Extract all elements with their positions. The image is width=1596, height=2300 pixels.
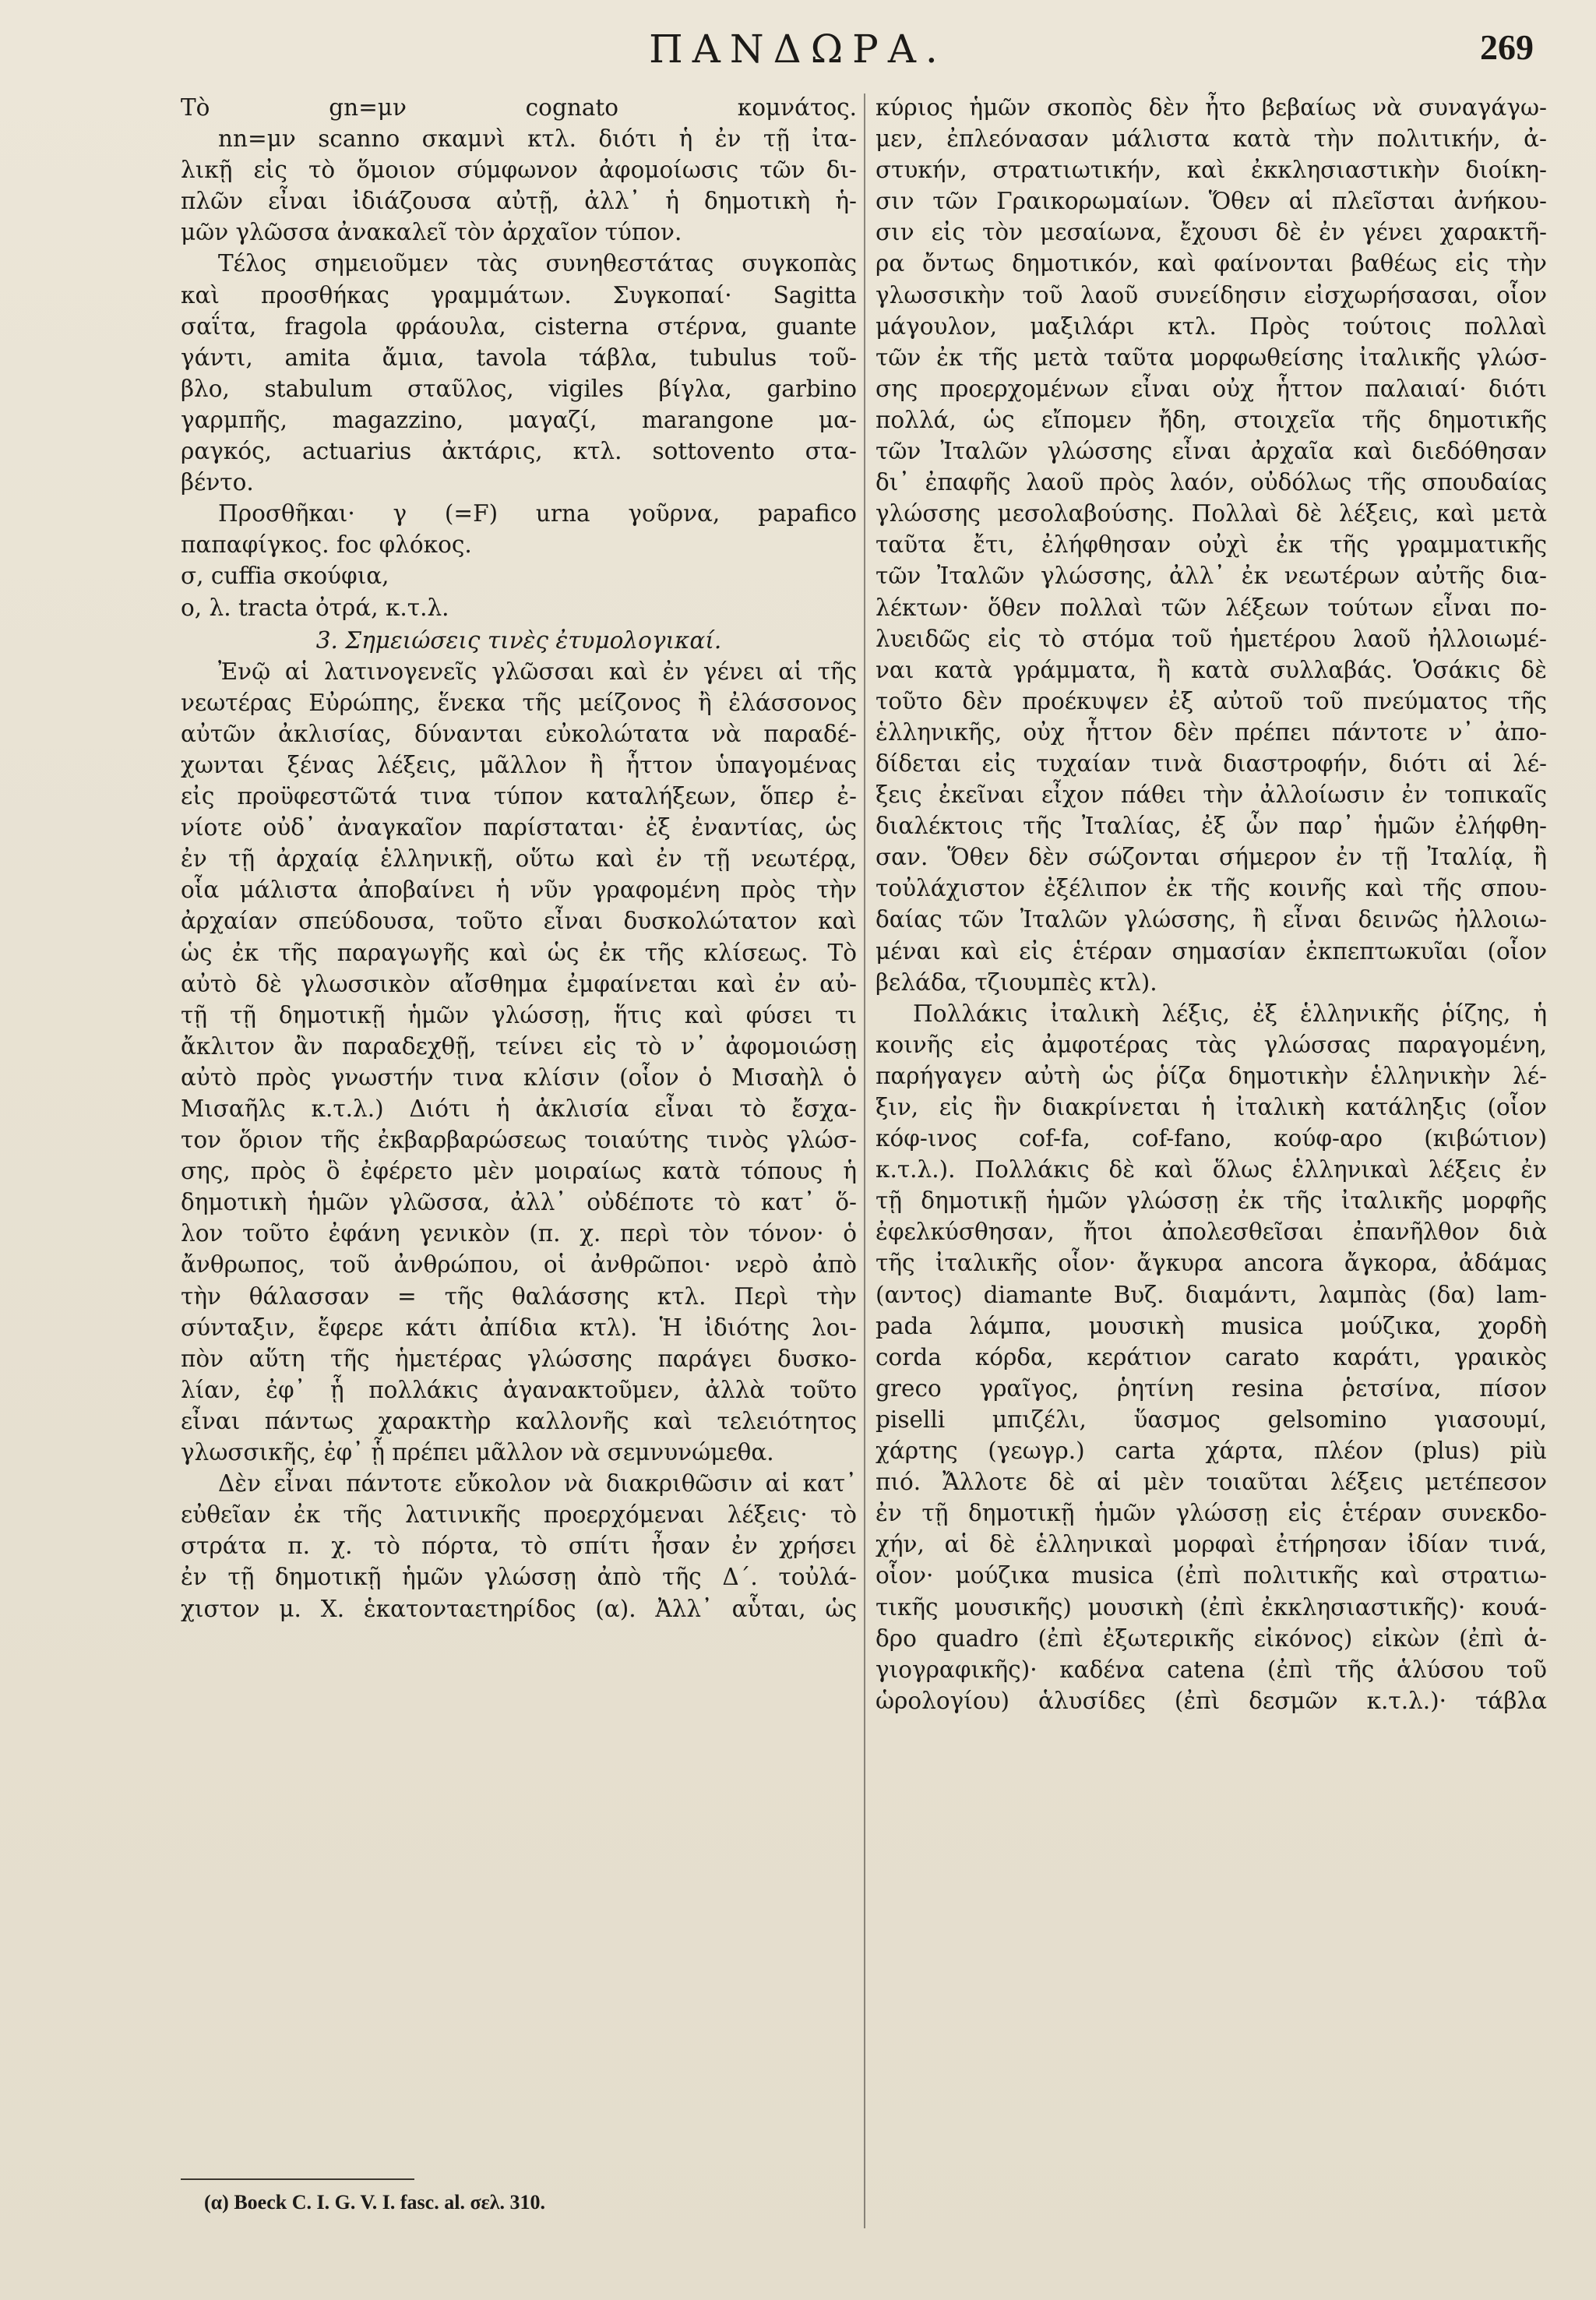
text-line: χήν, αἱ δὲ ἑλληνικαὶ μορφαὶ ἐτήρησαν ἰδίαν τινά, xyxy=(876,1531,1547,1558)
left-text-column xyxy=(181,92,857,1624)
text-line: πολλά, ὡς εἴπομεν ἤδη, στοιχεῖα τῆς δημοτικῆς xyxy=(876,406,1547,433)
text-line: λον τοῦτο ἐφάνη γενικὸν (π. χ. περὶ τὸν τόνον· ὁ xyxy=(181,1220,857,1247)
text-line: κ.τ.λ.). Πολλάκις δὲ καὶ ὅλως ἑλληνικαὶ λέξεις ἐν xyxy=(876,1156,1547,1184)
text-line: σιν εἰς τὸν μεσαίωνα, ἔχουσι δὲ ἐν γένει χαρακτῆ- xyxy=(876,219,1547,246)
text-line: βλο, stabulum σταῦλος, vigiles βίγλα, garbino xyxy=(181,375,857,402)
page-number: 269 xyxy=(1480,27,1534,67)
text-line: τῆς ἰταλικῆς οἷον· ἄγκυρα ancora ἄγκορα, ἀδάμας xyxy=(876,1250,1547,1277)
text-line: χάρτης (γεωγρ.) carta χάρτα, πλέον (plus) più xyxy=(876,1438,1547,1465)
text-line: δι᾿ ἐπαφῆς λαοῦ πρὸς λαόν, οὐδόλως τῆς σπουδαίας xyxy=(876,469,1547,496)
text-line: Δὲν εἶναι πάντοτε εὔκολον νὰ διακριθῶσιν αἱ κατ᾿ xyxy=(218,1470,857,1497)
text-line: κύριος ἡμῶν σκοπὸς δὲν ἦτο βεβαίως νὰ συναγάγω- xyxy=(876,94,1547,121)
text-line: τῶν ἐκ τῆς μετὰ ταῦτα μορφωθείσης ἰταλικῆς γλώσ- xyxy=(876,344,1547,371)
text-line: ἐν τῇ ἀρχαίᾳ ἑλληνικῇ, οὕτω καὶ ἐν τῇ νεωτέρᾳ, xyxy=(181,845,857,873)
text-line: ταῦτα ἔτι, ἐλήφθησαν οὐχὶ ἐκ τῆς γραμματικῆς xyxy=(876,531,1547,559)
text-line: τικῆς μουσικῆς) μουσικὴ (ἐπὶ ἐκκλησιαστικῆς)· κουά- xyxy=(876,1593,1547,1621)
text-line: τῶν Ἰταλῶν γλώσσης εἶναι ἀρχαῖα καὶ διεδόθησαν xyxy=(876,438,1547,465)
text-line: ἄνθρωπος, τοῦ ἀνθρώπου, οἱ ἀνθρῶποι· νερὸ ἀπὸ xyxy=(181,1251,857,1279)
text-line: Πολλάκις ἰταλικὴ λέξις, ἐξ ἑλληνικῆς ῥίζης, ἡ xyxy=(913,1000,1547,1027)
text-line: στυκήν, στρατιωτικήν, καὶ ἐκκλησιαστικὴν διοίκη- xyxy=(876,157,1547,184)
text-line: ἐν τῇ δημοτικῇ ἡμῶν γλώσσῃ εἰς ἑτέραν συνεκδο- xyxy=(876,1500,1547,1527)
text-line: εἶναι πάντως χαρακτὴρ καλλονῆς καὶ τελειότητος xyxy=(181,1407,857,1434)
section-heading: 3. Σημειώσεις τινὲς ἐτυμολογικαί. xyxy=(315,626,722,654)
text-line: λέκτων· ὅθεν πολλαὶ τῶν λέξεων τούτων εἶναι πο- xyxy=(876,594,1547,621)
text-line: ξεις ἐκεῖναι εἶχον πάθει τὴν ἀλλοίωσιν ἐν τοπικαῖς xyxy=(876,781,1547,809)
text-line: παπαφίγκος. foc φλόκος. xyxy=(181,531,472,559)
text-line: σαΐτα, fragola φράουλα, cisterna στέρνα, guante xyxy=(181,312,857,340)
text-line: πὸν αὕτη τῆς ἡμετέρας γλώσσης παράγει δυσκο- xyxy=(181,1345,857,1372)
text-line: τον ὅριον τῆς ἐκβαρβαρώσεως τοιαύτης τινὸς γλώσ- xyxy=(181,1127,857,1154)
text-line: σης, πρὸς ὃ ἐφέρετο μὲν μοιραίως κατὰ τόπους ἡ xyxy=(181,1158,857,1185)
text-line: λυειδῶς εἰς τὸ στόμα τοῦ ἡμετέρου λαοῦ ἠλλοιωμέ- xyxy=(876,625,1547,652)
page-header xyxy=(0,22,1596,84)
text-line: τοῦτο δὲν προέκυψεν ἐξ αὐτοῦ τοῦ πνεύματος τῆς xyxy=(876,687,1547,714)
text-line: δημοτικὴ ἡμῶν γλῶσσα, ἀλλ᾿ οὐδέποτε τὸ κατ᾿ ὅ- xyxy=(181,1189,857,1216)
text-line: εἰς προϋφεστῶτά τινα τύπον καταλήξεων, ὅπερ ἐ- xyxy=(181,783,857,810)
text-line: ξιν, εἰς ἣν διακρίνεται ἡ ἰταλικὴ κατάληξις (οἷον xyxy=(876,1094,1547,1120)
text-line: γιογραφικῆς)· καδένα catena (ἐπὶ τῆς ἁλύσου τοῦ xyxy=(876,1656,1547,1683)
text-line: nn=μν scanno σκαμνὶ κτλ. διότι ἡ ἐν τῇ ἰτα- xyxy=(218,125,857,153)
column-divider xyxy=(864,93,865,2228)
text-line: ἑλληνικῆς, οὐχ ἧττον δὲν πρέπει πάντοτε ν᾿ ἀπο- xyxy=(876,718,1547,746)
text-line: βέντο. xyxy=(181,469,254,496)
right-text-column xyxy=(876,92,1547,1716)
text-line: στράτα π. χ. τὸ πόρτα, τὸ σπίτι ἦσαν ἐν χρήσει xyxy=(181,1533,857,1560)
text-line: χιστον μ. Χ. ἑκατονταετηρίδος (α). Ἀλλ᾿ αὗται, ὡς xyxy=(181,1595,857,1622)
text-line: σύνταξιν, ἔφερε κάτι ἀπίδια κτλ). Ἡ ἰδιότης λοι- xyxy=(181,1314,857,1341)
text-line: αὐτὸ δὲ γλωσσικὸν αἴσθημα ἐμφαίνεται καὶ ἐν αὐ- xyxy=(181,970,857,997)
text-line: Τὸ gn=μν cognato κομνάτος. xyxy=(181,94,857,121)
text-line: νίοτε οὐδ᾿ ἀναγκαῖον παρίσταται· ἐξ ἐναντίας, ὡς xyxy=(181,814,857,841)
text-line: ἐν τῇ δημοτικῇ ἡμῶν γλώσσῃ ἀπὸ τῆς Δ΄. τοὐλά- xyxy=(181,1564,857,1591)
text-line: παρήγαγεν αὐτὴ ὡς ῥίζα δημοτικὴν ἑλληνικὴν λέ- xyxy=(876,1062,1547,1089)
text-line: ὡρολογίου) ἁλυσίδες (ἐπὶ δεσμῶν κ.τ.λ.)· τάβλα xyxy=(876,1687,1547,1714)
text-line: τοὐλάχιστον ἐξέλιπον ἐκ τῆς κοινῆς καὶ τῆς σπου- xyxy=(876,875,1547,902)
text-line: γλωσσικῆς, ἐφ᾿ ᾗ πρέπει μᾶλλον νὰ σεμνυνώμεθα. xyxy=(181,1439,774,1466)
text-line: λικῇ εἰς τὸ ὅμοιον σύμφωνον ἀφομοίωσις τῶν δι- xyxy=(181,157,857,184)
text-line: γλωσσικὴν τοῦ λαοῦ συνείδησιν εἰσχωρήσασαι, οἷον xyxy=(876,281,1547,309)
text-line: piselli μπιζέλι, ὕασμος gelsomino γιασουμί, xyxy=(876,1406,1547,1433)
text-line: πλῶν εἶναι ἰδιάζουσα αὐτῇ, ἀλλ᾿ ἡ δημοτικὴ ἡ- xyxy=(181,188,857,215)
text-line: Μισαῆλς κ.τ.λ.) Διότι ἡ ἀκλισία εἶναι τὸ ἔσχα- xyxy=(181,1095,857,1122)
text-line: ραγκός, actuarius ἀκτάρις, κτλ. sottovento στα- xyxy=(181,438,857,465)
text-line: γλώσσης μεσολαβούσης. Πολλαὶ δὲ λέξεις, καὶ μετὰ xyxy=(876,500,1547,527)
text-line: τῶν Ἰταλῶν γλώσσης, ἀλλ᾿ ἐκ νεωτέρων αὐτῆς δια- xyxy=(876,563,1547,590)
text-line: βελάδα, τζιουμπὲς κτλ). xyxy=(876,968,1157,996)
text-line: ἐφελκύσθησαν, ἤτοι ἀπολεσθεῖσαι ἐπανῆλθον διὰ xyxy=(876,1219,1547,1246)
text-line: μέναι καὶ εἰς ἑτέραν σημασίαν ἐκπεπτωκυῖαι (οἷον xyxy=(876,937,1547,965)
text-line: μάγουλον, μαξιλάρι κτλ. Πρὸς τούτοις πολλαὶ xyxy=(876,312,1547,340)
text-line: Ἐνῷ αἱ λατινογενεῖς γλῶσσαι καὶ ἐν γένει αἱ τῆς xyxy=(218,658,857,685)
text-line: δρο quadro (ἐπὶ ἐξωτερικῆς εἰκόνος) εἰκὼν (ἐπὶ ἁ- xyxy=(876,1624,1547,1652)
text-line: ρα ὄντως δημοτικόν, καὶ φαίνονται βαθέως εἰς τὴν xyxy=(876,250,1547,277)
text-line: αὐτῶν ἀκλισίας, δύνανται εὐκολώτατα νὰ παραδέ- xyxy=(181,720,857,747)
text-line: οἷα μάλιστα ἀποβαίνει ἡ νῦν γραφομένη πρὸς τὴν xyxy=(181,877,857,904)
text-line: δαίας τῶν Ἰταλῶν γλώσσης, ἢ εἶναι δεινῶς ἠλλοιω- xyxy=(876,906,1547,933)
text-line: ναι κατὰ γράμματα, ἢ κατὰ συλλαβάς. Ὁσάκις δὲ xyxy=(876,656,1547,683)
text-line: ο, λ. tracta ὀτρά, κ.τ.λ. xyxy=(181,594,449,621)
text-line: greco γραῖγος, ῥητίνη resina ῥετσίνα, πίσον xyxy=(876,1374,1547,1402)
footnote-rule xyxy=(181,2178,414,2180)
text-line: corda κόρδα, κεράτιον carato καράτι, γραικὸς xyxy=(876,1343,1547,1370)
text-line: ἄκλιτον ἂν παραδεχθῇ, τείνει εἰς τὸ ν᾿ ἀφομοιώσῃ xyxy=(181,1032,857,1060)
text-line: σαν. Ὅθεν δὲν σώζονται σήμερον ἐν τῇ Ἰταλίᾳ, ἢ xyxy=(876,844,1547,871)
text-line: νεωτέρας Εὐρώπης, ἕνεκα τῆς μείζονος ἢ ἐλάσσονος xyxy=(181,689,857,716)
text-line: γαρμπῆς, magazzino, μαγαζί, marangone μα- xyxy=(181,406,857,433)
text-line: χωνται ξένας λέξεις, μᾶλλον ἢ ἧττον ὑπαγομένας xyxy=(181,751,857,778)
text-line: κόφ-ινος cof-fa, cof-fano, κούφ-αρο (κιβώτιον) xyxy=(876,1125,1547,1152)
text-line: εὐθεῖαν ἐκ τῆς λατινικῆς προερχόμεναι λέξεις· τὸ xyxy=(181,1501,857,1529)
text-line: (αντος) diamante Βυζ. διαμάντι, λαμπὰς (δα) lam- xyxy=(876,1281,1547,1308)
text-line: οἷον· μούζικα musica (ἐπὶ πολιτικῆς καὶ στρατιω- xyxy=(876,1562,1547,1589)
text-line: μῶν γλῶσσα ἀνακαλεῖ τὸν ἀρχαῖον τύπον. xyxy=(181,219,682,246)
footnote: (α) Boeck C. I. G. V. I. fasc. al. σελ. 310. xyxy=(204,2191,545,2214)
text-line: τῇ τῇ δημοτικῇ ἡμῶν γλώσσῃ, ἥτις καὶ φύσει τι xyxy=(181,1001,857,1028)
text-line: πιό. Ἄλλοτε δὲ αἱ μὲν τοιαῦται λέξεις μετέπεσον xyxy=(876,1469,1547,1496)
text-line: ἀρχαίαν σπεύδουσα, τοῦτο εἶναι δυσκολώτατον καὶ xyxy=(181,908,857,935)
text-line: λίαν, ἐφ᾿ ᾗ πολλάκις ἀγανακτοῦμεν, ἀλλὰ τοῦτο xyxy=(181,1376,857,1403)
text-line: δίδεται εἰς τυχαίαν τινὰ διαστροφήν, διότι αἱ λέ- xyxy=(876,750,1547,777)
text-line: καὶ προσθήκας γραμμάτων. Συγκοπαί· Sagitta xyxy=(181,281,857,309)
running-title: ΠΑΝΔΩΡΑ. xyxy=(649,26,947,72)
text-line: σιν τῶν Γραικορωμαίων. Ὅθεν αἱ πλεῖσται ἀνήκου- xyxy=(876,188,1547,215)
text-line: Τέλος σημειοῦμεν τὰς συνηθεστάτας συγκοπὰς xyxy=(218,250,857,277)
text-line: κοινῆς εἰς ἀμφοτέρας τὰς γλώσσας παραγομένη, xyxy=(876,1031,1547,1058)
text-line: γάντι, amita ἄμια, tavola τάβλα, tubulus τοῦ- xyxy=(181,344,857,371)
text-line: ὡς ἐκ τῆς παραγωγῆς καὶ ὡς ἐκ τῆς κλίσεως. Τὸ xyxy=(181,939,857,966)
text-line: τὴν θάλασσαν = τῆς θαλάσσης κτλ. Περὶ τὴν xyxy=(181,1282,857,1310)
text-line: pada λάμπα, μουσικὴ musica μούζικα, χορδὴ xyxy=(876,1312,1547,1339)
text-line: αὐτὸ πρὸς γνωστήν τινα κλίσιν (οἷον ὁ Μισαὴλ ὁ xyxy=(181,1064,857,1091)
text-line: σης προερχομένων εἶναι οὐχ ἧττον παλαιαί· διότι xyxy=(876,375,1547,402)
text-line: Προσθῆκαι· γ (=F) urna γοῦρνα, papafico xyxy=(218,500,857,527)
text-line: διαλέκτοις τῆς Ἰταλίας, ἐξ ὧν παρ᾿ ἡμῶν ἐλήφθη- xyxy=(876,813,1547,840)
text-line: σ, cuffia σκούφια, xyxy=(181,563,389,590)
text-line: τῇ δημοτικῇ ἡμῶν γλώσσῃ ἐκ τῆς ἰταλικῆς μορφῆς xyxy=(876,1187,1547,1215)
text-line: μεν, ἐπλεόνασαν μάλιστα κατὰ τὴν πολιτικήν, ἀ- xyxy=(876,125,1547,153)
